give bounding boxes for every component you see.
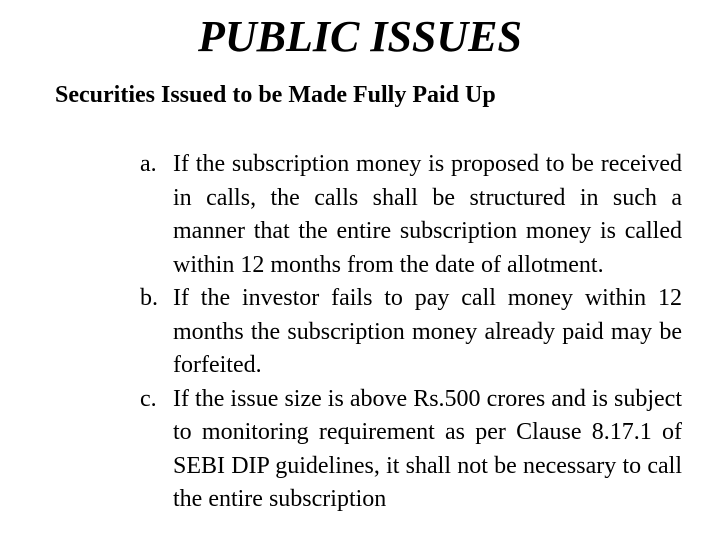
list-item-b — [140, 282, 682, 383]
list-item-b-text: If the investor fails to pay call money within 12 months the subscription money already paid may be forfeited. — [173, 285, 682, 378]
list-item-c-text: If the issue size is above Rs.500 crores and is subject to monitoring requirement as per Clause 8.17.1 of SEBI DIP guidelines, it shall not be necessary to call the entire subscription — [173, 385, 682, 512]
list-marker-a: a. — [140, 151, 157, 177]
section-subtitle: Securities Issued to be Made Fully Paid Up — [55, 82, 496, 108]
list-marker-b: b. — [140, 285, 158, 311]
conditions-list — [140, 148, 682, 517]
list-item-c — [140, 383, 682, 517]
slide-title: PUBLIC ISSUES — [197, 12, 522, 61]
list-item-a — [140, 148, 682, 282]
list-marker-c: c. — [140, 385, 157, 412]
list-item-a-text: If the subscription money is proposed to be received in calls, the calls shall be structured in such a manner that the entire subscription money is called within 12 months from the date of allotment. — [173, 151, 682, 278]
